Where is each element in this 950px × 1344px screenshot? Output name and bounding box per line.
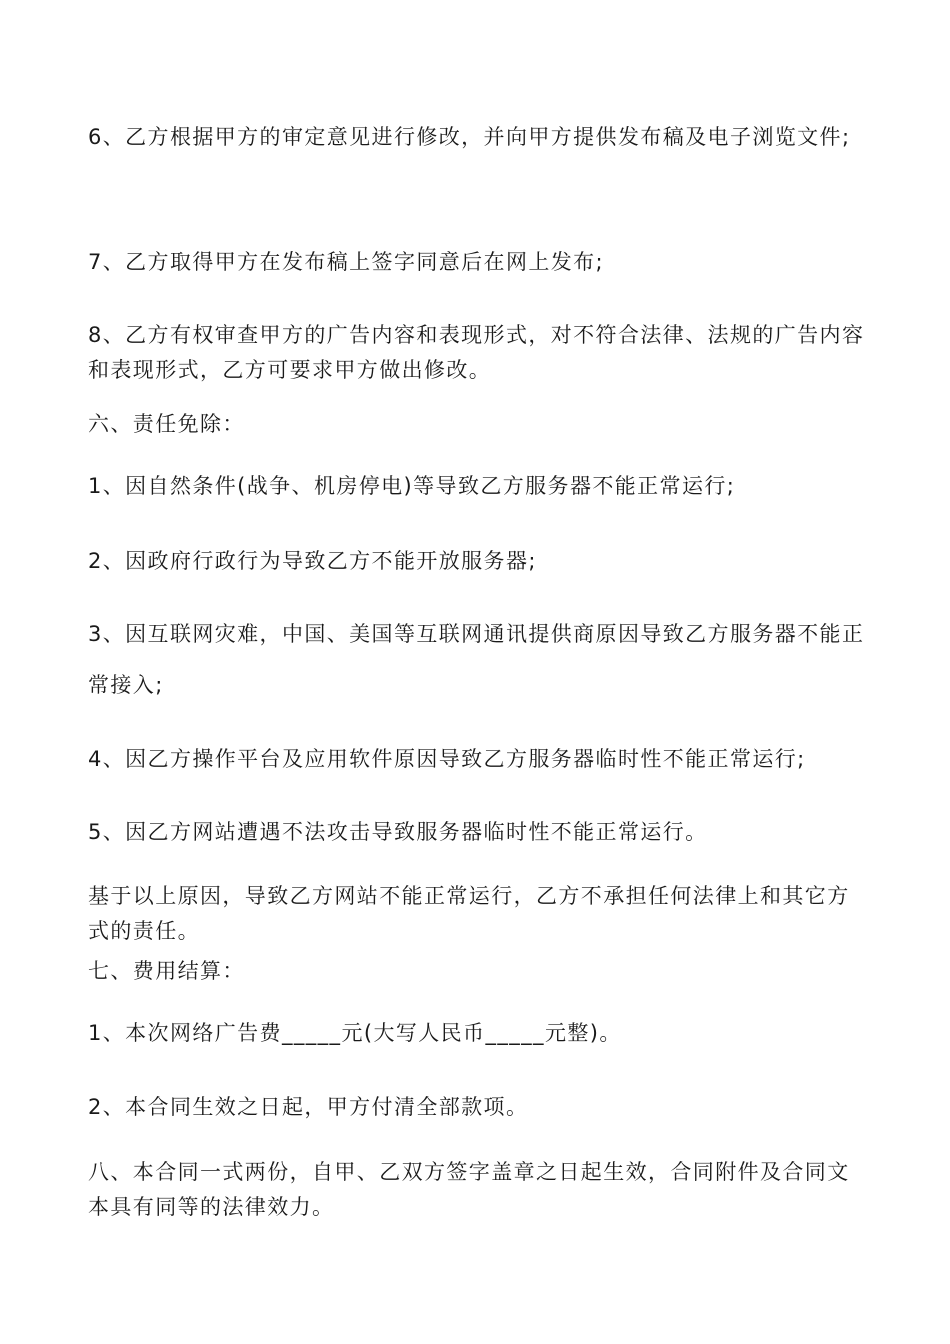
paragraph-clause-5-6: 6、乙方根据甲方的审定意见进行修改，并向甲方提供发布稿及电子浏览文件; [88, 125, 851, 149]
paragraph-clause-8: 八、本合同一式两份，自甲、乙双方签字盖章之日起生效，合同附件及合同文本具有同等的法律效力。 [88, 1160, 850, 1219]
paragraph-clause-7-2: 2、本合同生效之日起，甲方付清全部款项。 [88, 1095, 529, 1119]
paragraph-clause-6-2: 2、因政府行政行为导致乙方不能开放服务器; [88, 549, 537, 573]
paragraph-clause-5-7: 7、乙方取得甲方在发布稿上签字同意后在网上发布; [88, 250, 605, 274]
paragraph-clause-5-8: 8、乙方有权审查甲方的广告内容和表现形式，对不符合法律、法规的广告内容和表现形式，乙方可要求甲方做出修改。 [88, 323, 865, 382]
paragraph-clause-7-1: 1、本次网络广告费_____元(大写人民币_____元整)。 [88, 1021, 622, 1045]
paragraph-clause-6-4: 4、因乙方操作平台及应用软件原因导致乙方服务器临时性不能正常运行; [88, 747, 806, 771]
paragraph-clause-6-1: 1、因自然条件(战争、机房停电)等导致乙方服务器不能正常运行; [88, 474, 736, 498]
section-heading-fee-settlement: 七、费用结算： [88, 959, 245, 983]
paragraph-exemption-summary: 基于以上原因，导致乙方网站不能正常运行，乙方不承担任何法律上和其它方式的责任。 [88, 884, 850, 943]
paragraph-clause-6-3: 3、因互联网灾难，中国、美国等互联网通讯提供商原因导致乙方服务器不能正常接入; [88, 622, 865, 697]
section-heading-liability-exemption: 六、责任免除： [88, 412, 245, 436]
paragraph-clause-6-5: 5、因乙方网站遭遇不法攻击导致服务器临时性不能正常运行。 [88, 820, 708, 844]
